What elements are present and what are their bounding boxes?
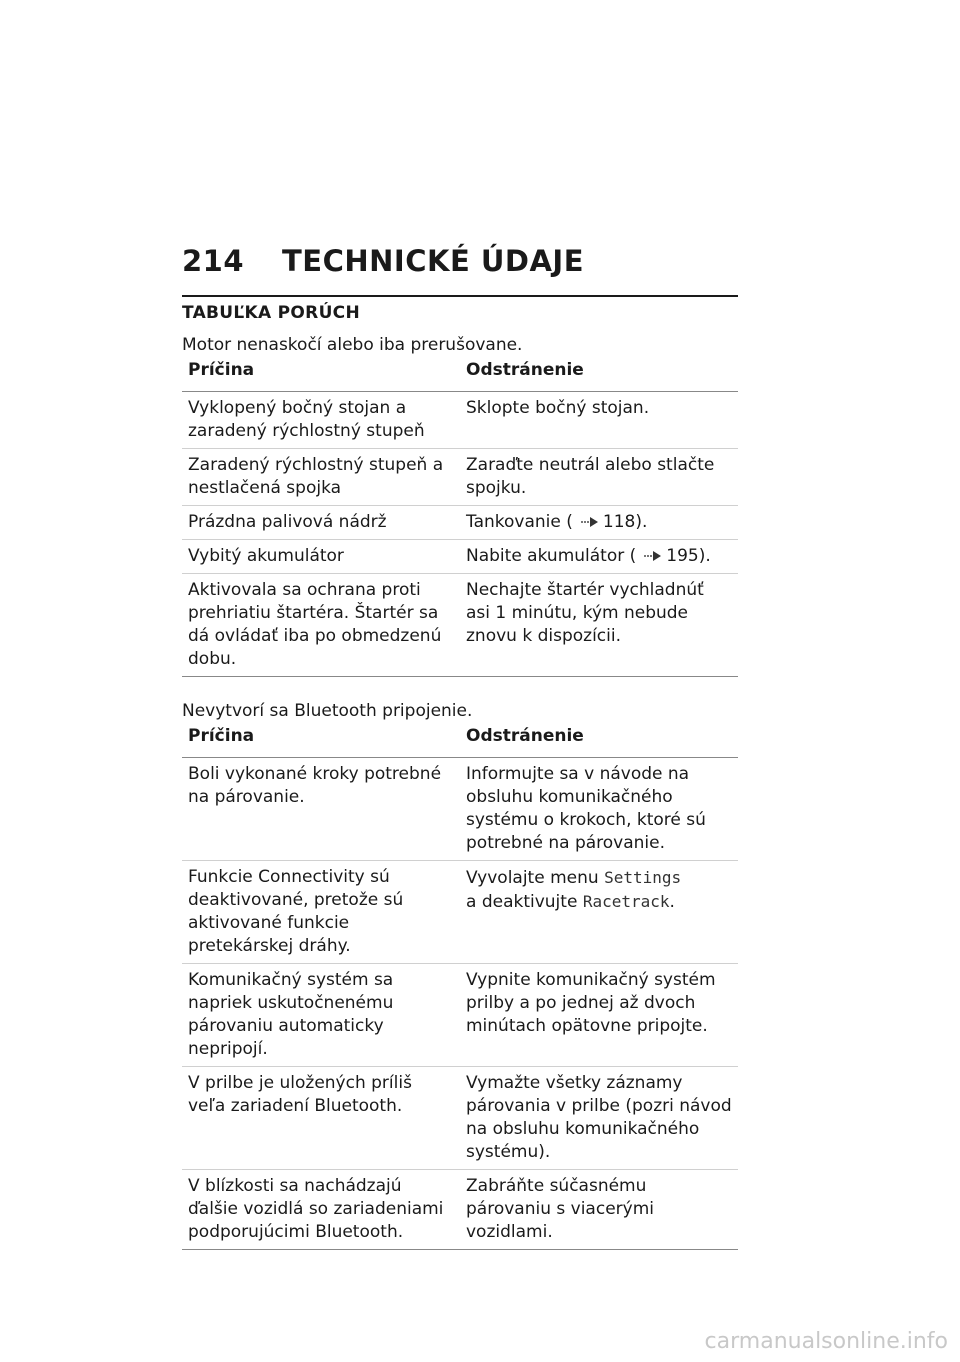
- menu-racetrack: Racetrack: [582, 892, 670, 911]
- cause-cell: V prilbe je uložených príliš veľa zariadení Bluetooth.: [182, 1067, 460, 1170]
- table1-intro: Motor nenaskočí alebo iba prerušovane.: [182, 335, 523, 355]
- cause-cell: Aktivovala sa ochrana proti prehriatiu štartéra. Štartér sa dá ovládať iba po obmedzenú dobu.: [182, 574, 460, 677]
- remedy-text: .: [669, 892, 675, 912]
- remedy-cell: Sklopte bočný stojan.: [460, 392, 738, 449]
- page-reference-arrow-icon: [644, 550, 662, 562]
- remedy-cell: Zaraďte neutrál alebo stlačte spojku.: [460, 449, 738, 506]
- column-header-remedy: Odstránenie: [460, 723, 738, 758]
- bluetooth-fault-table: [182, 723, 738, 1250]
- cause-cell: Prázdna palivová nádrž: [182, 506, 460, 540]
- table-row: [182, 758, 738, 861]
- section-title: TABUĽKA PORÚCH: [182, 303, 360, 323]
- remedy-text: Tankovanie (: [466, 512, 573, 532]
- column-header-cause: Príčina: [182, 357, 460, 392]
- table-row: [182, 861, 738, 964]
- table2-intro: Nevytvorí sa Bluetooth pripojenie.: [182, 701, 473, 721]
- fault-table-section: [182, 295, 738, 1250]
- remedy-cell: Vymažte všetky záznamy párovania v prilbe (pozri návod na obsluhu komunikačného systému).: [460, 1067, 738, 1170]
- remedy-text: Vyvolajte menu: [466, 868, 605, 888]
- remedy-text: a deaktivujte: [466, 892, 583, 912]
- page-number: 214: [182, 244, 245, 278]
- cause-cell: Vyklopený bočný stojan a zaradený rýchlostný stupeň: [182, 392, 460, 449]
- remedy-cell: [460, 506, 738, 540]
- table-row: [182, 574, 738, 677]
- cause-cell: Funkcie Connectivity sú deaktivované, pretože sú aktivované funkcie pretekárskej dráhy.: [182, 861, 460, 964]
- cause-cell: Boli vykonané kroky potrebné na párovanie.: [182, 758, 460, 861]
- table-row: [182, 1067, 738, 1170]
- cause-cell: Vybitý akumulátor: [182, 540, 460, 574]
- engine-start-fault-table: [182, 357, 738, 677]
- page-reference-link[interactable]: 118).: [602, 512, 648, 532]
- table-row: [182, 506, 738, 540]
- remedy-cell: Nechajte štartér vychladnúť asi 1 minútu, kým nebude znovu k dispozícii.: [460, 574, 738, 677]
- cause-cell: Zaradený rýchlostný stupeň a nestlačená spojka: [182, 449, 460, 506]
- page-reference-arrow-icon: [581, 516, 599, 528]
- table-row: [182, 392, 738, 449]
- remedy-cell: [460, 540, 738, 574]
- remedy-cell: Zabráňte súčasnému párovaniu s viacerými vozidlami.: [460, 1170, 738, 1250]
- table-row: [182, 449, 738, 506]
- table-header-row: [182, 357, 738, 392]
- remedy-text: Nabite akumulátor (: [466, 546, 637, 566]
- remedy-cell: Vypnite komunikačný systém prilby a po jednej až dvoch minútach opätovne pripojte.: [460, 964, 738, 1067]
- page-reference-link[interactable]: 195).: [666, 546, 711, 566]
- watermark: carmanualsonline.info: [704, 1329, 948, 1354]
- remedy-cell: Informujte sa v návode na obsluhu komunikačného systému o krokoch, ktoré sú potrebné na párovanie.: [460, 758, 738, 861]
- column-header-remedy: Odstránenie: [460, 357, 738, 392]
- chapter-title: TECHNICKÉ ÚDAJE: [282, 244, 585, 278]
- page-header: [182, 244, 738, 278]
- cause-cell: V blízkosti sa nachádzajú ďalšie vozidlá so zariadeniami podporujúcimi Bluetooth.: [182, 1170, 460, 1250]
- menu-settings: Settings: [604, 868, 682, 887]
- remedy-cell: [460, 861, 738, 964]
- column-header-cause: Príčina: [182, 723, 460, 758]
- table-row: [182, 540, 738, 574]
- table-row: [182, 1170, 738, 1250]
- table-header-row: [182, 723, 738, 758]
- table-row: [182, 964, 738, 1067]
- cause-cell: Komunikačný systém sa napriek uskutočnenému párovaniu automaticky nepripojí.: [182, 964, 460, 1067]
